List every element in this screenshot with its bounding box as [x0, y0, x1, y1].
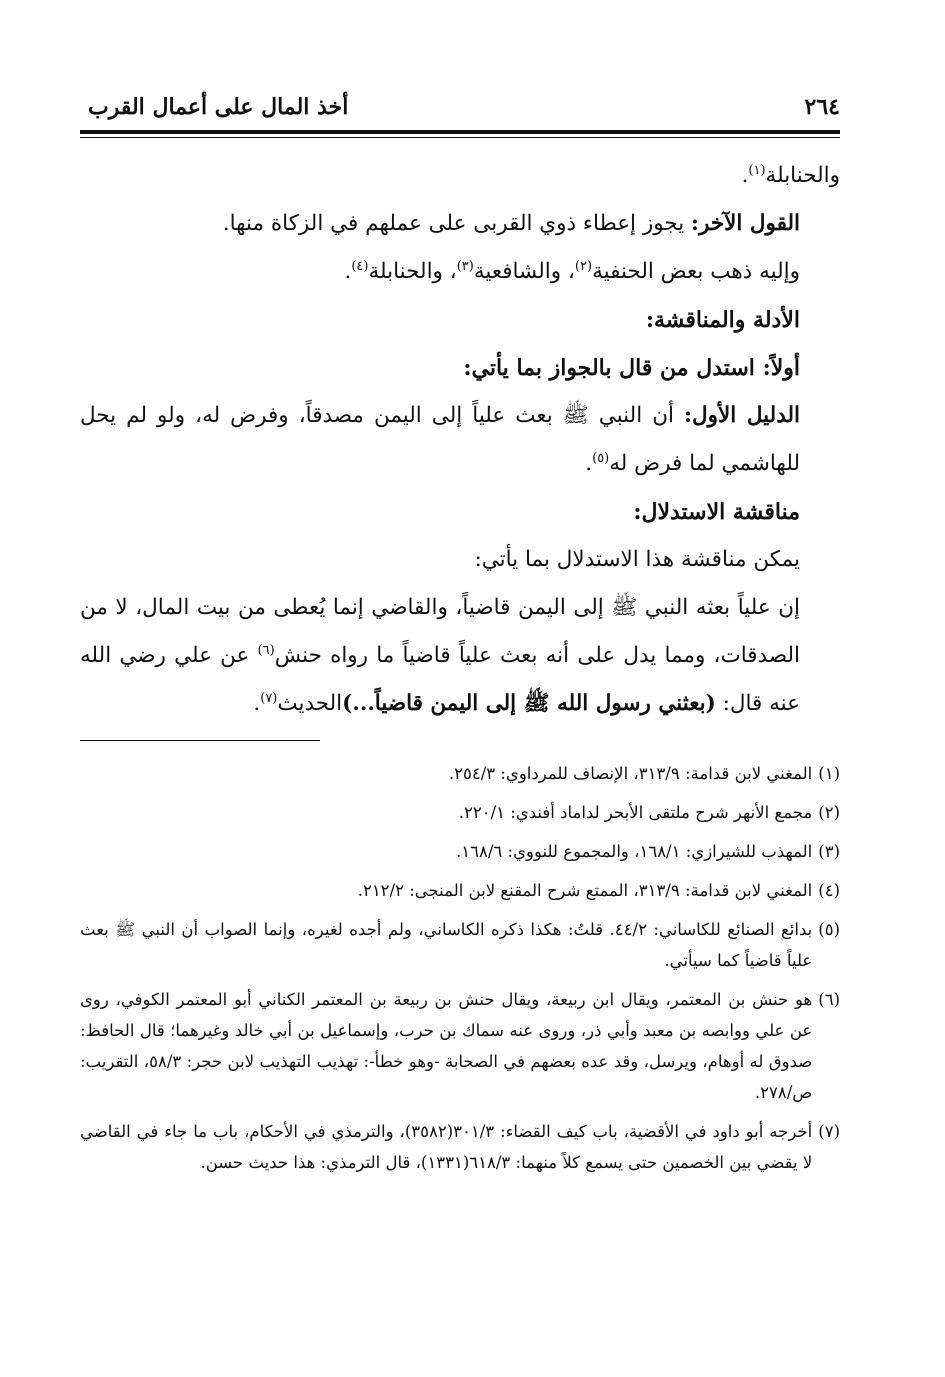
- text: وإليه ذهب بعض الحنفية: [592, 259, 800, 284]
- footnote-number: (٥): [818, 920, 840, 939]
- footnote-separator: [80, 740, 320, 741]
- text: الحديث: [277, 691, 343, 716]
- footnote-number: (٧): [818, 1122, 840, 1141]
- text: .: [585, 451, 593, 476]
- footnote-number: (٢): [818, 803, 840, 822]
- footnote-text: المغني لابن قدامة: ٣١٣/٩، الإنصاف للمرداوي: ٢٥٤/٣.: [448, 764, 813, 783]
- paragraph-4: [80, 392, 840, 488]
- footnote: [80, 875, 840, 906]
- text: .: [253, 691, 261, 716]
- page-header: [80, 92, 840, 132]
- footnote-ref: (٣): [456, 258, 474, 274]
- footnote-number: (٦): [818, 990, 840, 1009]
- text: إن علياً بعثه النبي ﷺ إلى اليمن قاضياً، والقاضي إنما يُعطى من بيت المال، لا من الصدقات، ومما يدل على أنه بعث علياً قاضياً ما رواه حنش: [80, 595, 800, 668]
- footnote-ref: (٦): [257, 642, 275, 658]
- footnote: [80, 1116, 840, 1178]
- text: ، والشافعية: [473, 259, 575, 284]
- subsection-heading: أولاً: استدل من قال بالجواز بما يأتي:: [463, 355, 800, 381]
- section-heading: الأدلة والمناقشة:: [645, 307, 800, 333]
- text: ، والحنابلة: [368, 259, 457, 284]
- text: يجوز إعطاء ذوي القربى على عملهم في الزكاة منها.: [222, 211, 692, 236]
- footnote-ref: (٥): [592, 450, 610, 466]
- footnote-ref: (٤): [351, 258, 369, 274]
- paragraph-1: [80, 152, 840, 200]
- footnote-text: بدائع الصنائع للكاساني: ٤٤/٢. قلتُ: هكذا ذكره الكاساني، ولم أجده لغيره، وإنما الصواب أن النبي ﷺ بعث علياً قاضياً كما سيأتي.: [80, 920, 813, 970]
- paragraph-2: [80, 200, 840, 248]
- text: والحنابلة: [765, 163, 840, 188]
- footnote: [80, 797, 840, 828]
- footnote-text: هو حنش بن المعتمر، ويقال ابن ربيعة، ويقال حنش بن ربيعة بن المعتمر الكناني أبو المعتمر الكوفي، روى عن علي ووابصه بن معبد وأبي ذر، وروى عنه سماك بن حرب، وإسماعيل بن أبي خالد وغيرهما؛ قال الحافظ: صدوق له أوهام، ويرسل، وقد عده بعضهم في الصحابة -وهو خطأ-: تهذيب التهذيب لابن حجر: ٥٨/٣، التقريب: ص/٢٧٨.: [80, 990, 813, 1102]
- footnote-text: المهذب للشيرازي: ١٦٨/١، والمجموع للنووي: ١٦٨/٦.: [456, 842, 813, 861]
- footnote-text: مجمع الأنهر شرح ملتقى الأبحر لداماد أفندي: ٢٢٠/١.: [458, 803, 813, 822]
- hadith-quote: (بعثني رسول الله ﷺ إلى اليمن قاضياً...): [342, 691, 716, 716]
- footnotes: [80, 758, 840, 1186]
- paragraph-5: يمكن مناقشة هذا الاستدلال بما يأتي:: [474, 547, 800, 572]
- footnote: [80, 758, 840, 789]
- header-rule-thin: [80, 137, 840, 138]
- page-number: ٢٦٤: [804, 94, 840, 120]
- footnote-text: أخرجه أبو داود في الأقضية، باب كيف القضاء: ٣٠١/٣(٣٥٨٢)، والترمذي في الأحكام، باب ما جاء في القاضي لا يقضي بين الخصمين حتى يسمع كلاً منهما: ٦١٨/٣(١٣٣١)، قال الترمذي: هذا حديث حسن.: [80, 1122, 813, 1172]
- header-rule-thick: [80, 130, 840, 134]
- bold-lead: القول الآخر:: [691, 211, 800, 236]
- footnote-number: (٤): [818, 881, 840, 900]
- footnote: [80, 984, 840, 1108]
- text: أن النبي ﷺ بعث علياً إلى اليمن مصدقاً، وفرض له، ولو لم يحل للهاشمي لما فرض له: [80, 403, 800, 476]
- footnote: [80, 836, 840, 867]
- footnote: [80, 914, 840, 976]
- paragraph-3: [80, 248, 840, 296]
- discussion-heading: مناقشة الاستدلال:: [633, 499, 800, 525]
- footnote-ref: (٢): [574, 258, 593, 274]
- bold-lead: الدليل الأول:: [684, 403, 800, 428]
- footnote-number: (٣): [818, 842, 840, 861]
- book-page: [80, 0, 840, 1377]
- paragraph-6: [80, 584, 840, 728]
- text: .: [344, 259, 352, 284]
- text: عن علي رضي الله عنه قال:: [80, 643, 800, 716]
- main-text: [80, 152, 840, 728]
- footnote-number: (١): [818, 764, 840, 783]
- running-title: أخذ المال على أعمال القرب: [88, 94, 349, 120]
- footnote-ref: (٧): [260, 690, 278, 706]
- footnote-text: المغني لابن قدامة: ٣١٣/٩، الممتع شرح المقنع لابن المنجى: ٢١٢/٢.: [357, 881, 813, 900]
- footnote-ref: (١): [748, 162, 766, 178]
- text: .: [741, 163, 749, 188]
